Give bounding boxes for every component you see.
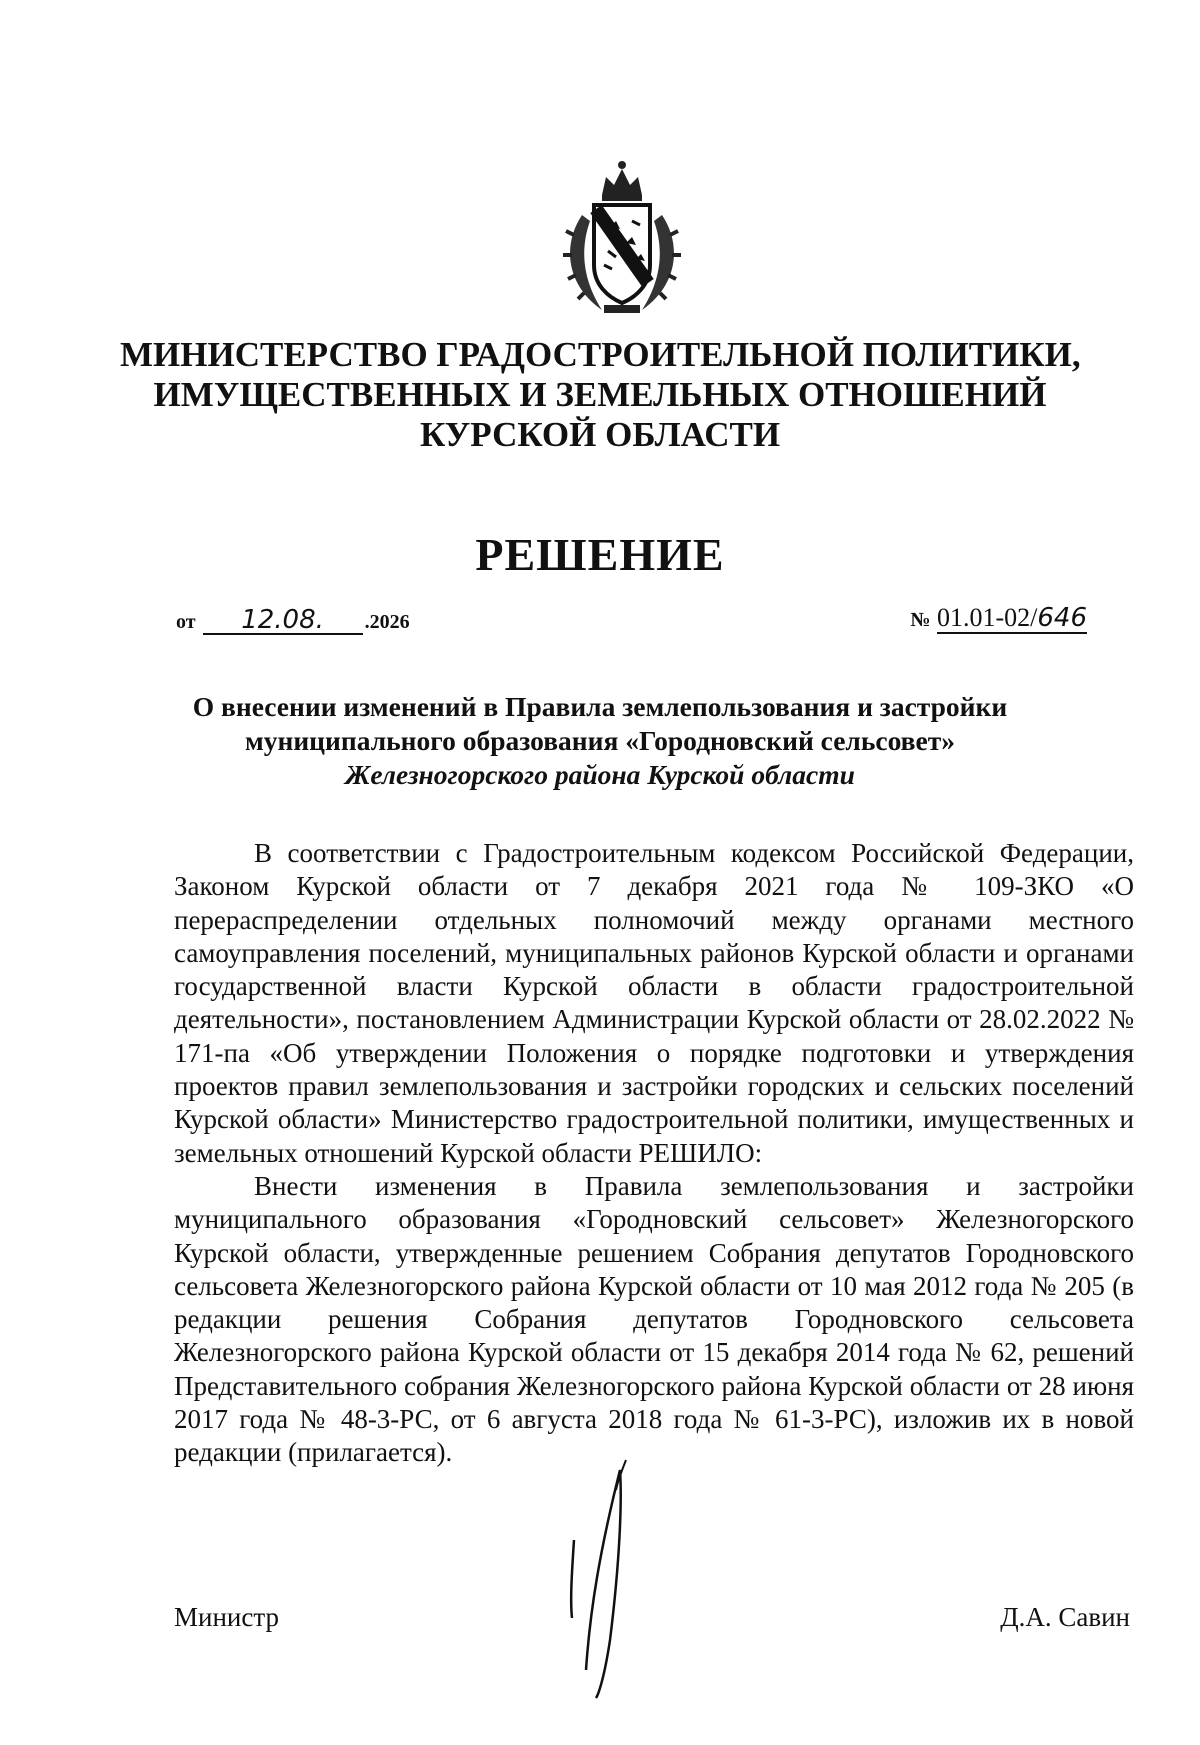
ministry-line: ИМУЩЕСТВЕННЫХ И ЗЕМЕЛЬНЫХ ОТНОШЕНИЙ bbox=[153, 375, 1047, 414]
document-body bbox=[174, 837, 1134, 1470]
signatory-name: Д.А. Савин bbox=[1000, 1602, 1130, 1632]
subject-line: муниципального образования «Городновский сельсовет» bbox=[245, 725, 955, 756]
signatory-role: Министр bbox=[174, 1602, 279, 1632]
date-prefix: от bbox=[176, 611, 196, 633]
handwritten-number: 646 bbox=[1037, 603, 1087, 633]
coat-of-arms-icon bbox=[552, 155, 692, 320]
document-date bbox=[176, 607, 410, 635]
handwritten-signature bbox=[560, 1440, 680, 1700]
number-value bbox=[937, 603, 1087, 634]
handwritten-date: 12.08. bbox=[203, 607, 363, 635]
subject-line: Железногорского района Курской области bbox=[345, 759, 855, 790]
ministry-line: МИНИСТЕРСТВО ГРАДОСТРОИТЕЛЬНОЙ ПОЛИТИКИ, bbox=[120, 335, 1081, 374]
body-paragraph: В соответствии с Градостроительным кодексом Российской Федерации, Законом Курской области от 7 декабря 2021 года № 109-ЗКО «О перераспределении отдельных полномочий между органами местного самоуправления поселений, муниципальных районов Курской области и органами государственной власти Курской области в области градостроительной деятельности», постановлением Администрации Курской области от 28.02.2022 № 171-па «Об утверждении Положения о порядке подготовки и утверждения проектов правил землепользования и застройки городских и сельских поселений Курской области» Министерство градостроительной политики, имущественных и земельных отношений Курской области РЕШИЛО: bbox=[174, 838, 1134, 1168]
ministry-name bbox=[120, 335, 1080, 455]
document-type-title: РЕШЕНИЕ bbox=[475, 529, 725, 580]
date-year: .2026 bbox=[364, 611, 410, 633]
body-paragraph: Внести изменения в Правила землепользования и застройки муниципального образования «Городновский сельсовет» Железногорского Курской области, утвержденные решением Собрания депутатов Городновского сельсовета Железногорского района Курской области от 10 мая 2012 года № 205 (в редакции решения Собрания депутатов Городновского сельсовета Железногорского района Курской области от 15 декабря 2014 года № 62, решений Представительного собрания Железногорского района Курской области от 28 июня 2017 года № 48-3-РС, от 6 августа 2018 года № 61-3-РС), изложив их в новой редакции (прилагается). bbox=[174, 1170, 1134, 1468]
number-printed: 01.01-02/ bbox=[936, 603, 1038, 632]
number-sign: № bbox=[910, 609, 931, 631]
subject-line: О внесении изменений в Правила землепользования и застройки bbox=[192, 691, 1008, 722]
document-number bbox=[910, 603, 1087, 633]
document-subject bbox=[140, 690, 1060, 792]
ministry-line: КУРСКОЙ ОБЛАСТИ bbox=[419, 415, 781, 454]
